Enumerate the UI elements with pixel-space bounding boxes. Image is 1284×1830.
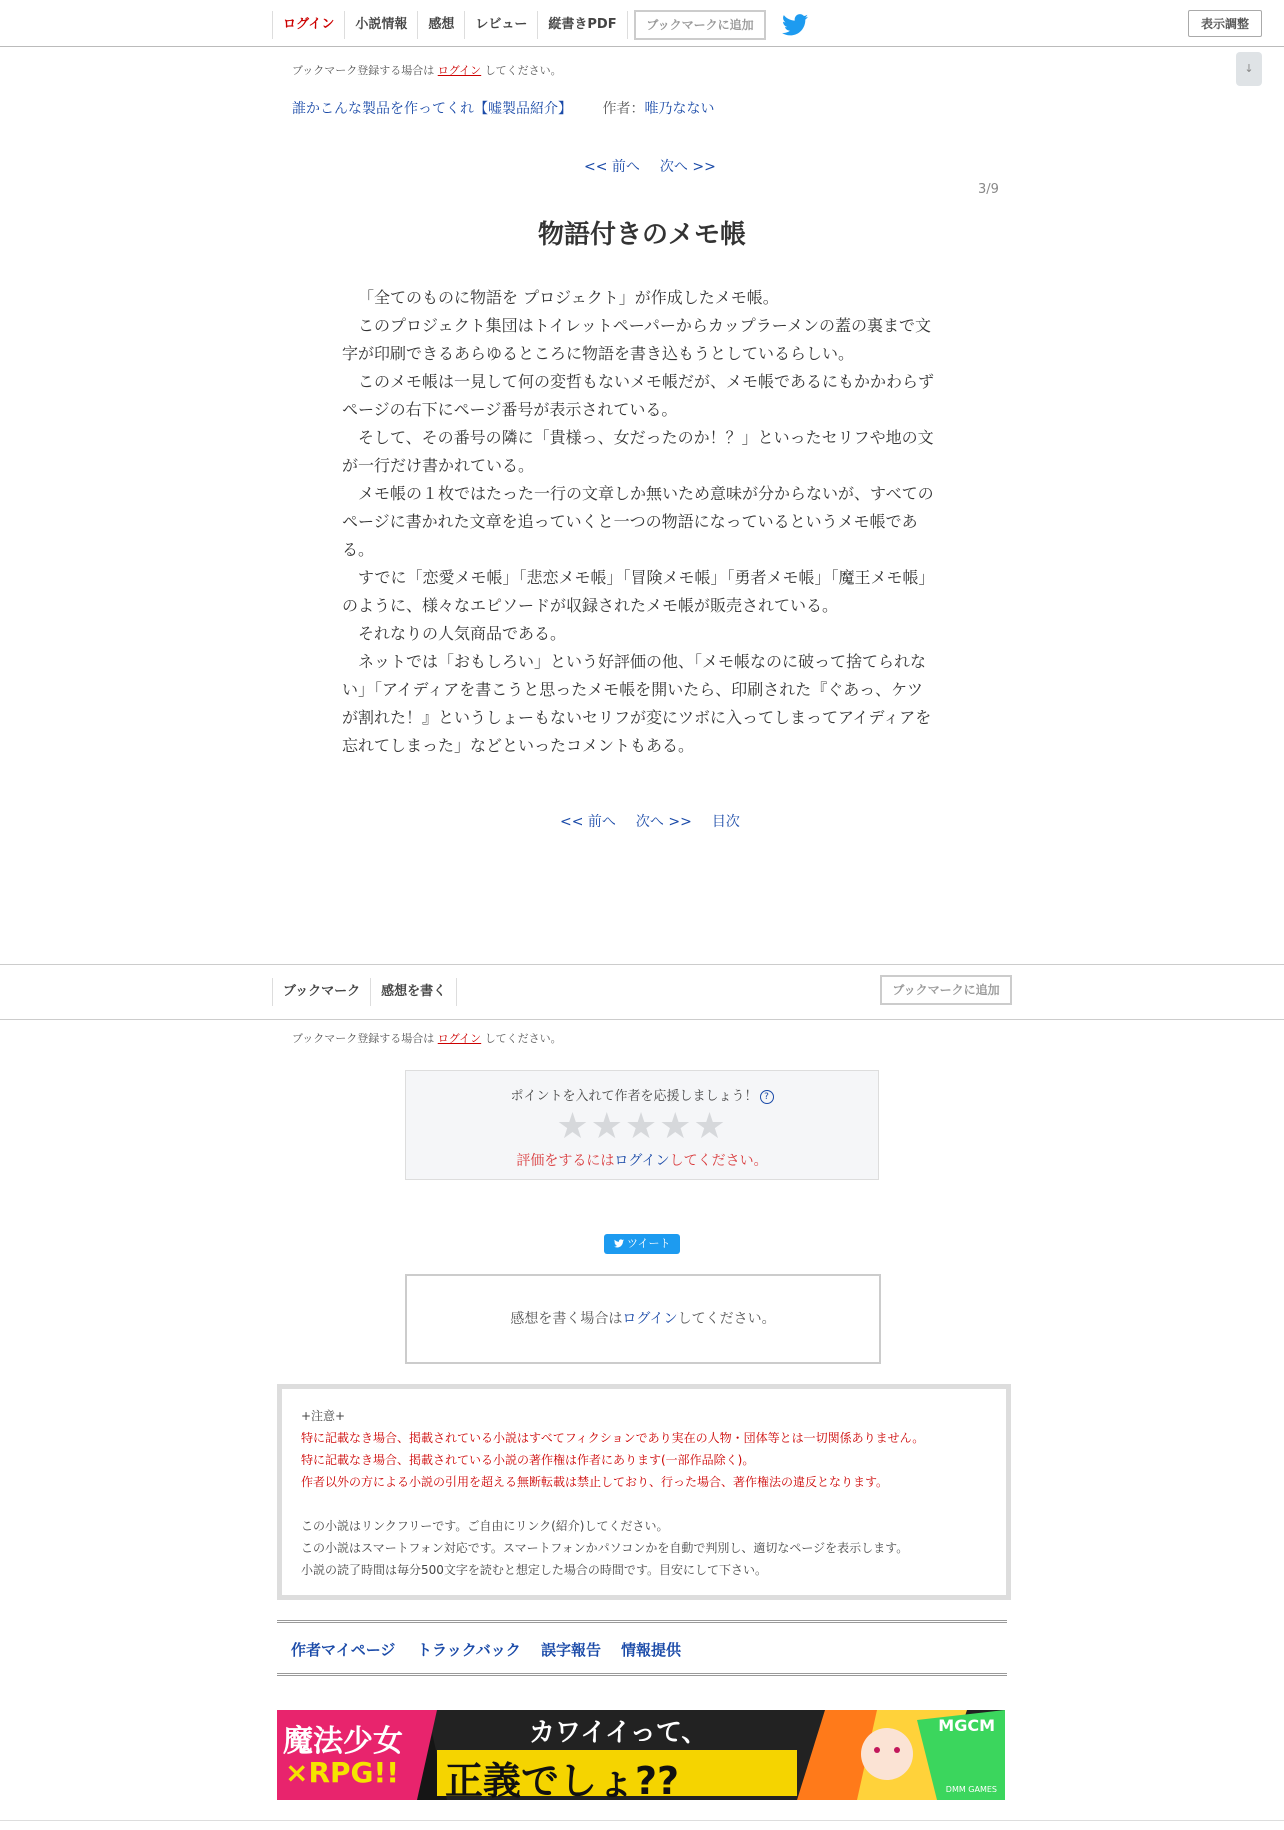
twitter-icon [614, 1239, 624, 1248]
body-paragraph: このメモ帳は一見して何の変哲もないメモ帳だが、メモ帳であるにもかかわらずページの右下にページ番号が表示されている。 [342, 372, 935, 419]
prev-link[interactable]: << 前へ [584, 159, 640, 175]
footer-links [277, 1620, 1007, 1676]
banner-text-2: ×RPG!! [285, 1756, 400, 1789]
author-mypage-link[interactable]: 作者マイページ [291, 1641, 396, 1659]
body-paragraph: ネットでは「おもしろい」という好評価の他、「メモ帳なのに破って捨てられない」「アイディアを書こうと思ったメモ帳を開いたら、印刷された『ぐあっ、ケツが割れた！』というしょーもないセリフが変にツボに入ってしまってアイディアを忘れてしまった」などといったコメントもある。 [342, 652, 932, 755]
notice-line: この小説はスマートフォン対応です。スマートフォンかパソコンかを自動で判別し、適切なページを表示します。 [301, 1541, 909, 1555]
nav-novel-info[interactable]: 小説情報 [344, 11, 417, 39]
notice-box [277, 1384, 1011, 1600]
ad-banner[interactable] [277, 1710, 1005, 1800]
typo-report-link[interactable]: 誤字報告 [541, 1641, 602, 1659]
tweet-button[interactable]: ツイート [604, 1234, 680, 1254]
chapter-title: 物語付きのメモ帳 [537, 220, 746, 250]
rating-login-note: 評価をするにはログインしてください。 [516, 1153, 768, 1169]
author-link[interactable]: 唯乃なない [644, 101, 715, 117]
body-paragraph: メモ帳の１枚ではたった一行の文章しか無いため意味が分からないが、すべてのページに書かれた文章を追っていくと一つの物語になっているというメモ帳である。 [342, 484, 934, 559]
nav-impressions[interactable]: 感想 [417, 11, 464, 39]
banner-publisher: DMM GAMES [945, 1785, 997, 1794]
author-info: 作者：唯乃なない [602, 101, 715, 117]
prev-link[interactable]: << 前へ [560, 814, 616, 830]
top-nav-bar [0, 0, 1284, 47]
notice-line: 作者以外の方による小説の引用を超える無断転載は禁止しており、行った場合、著作権法の違反となります。 [301, 1475, 889, 1489]
chapter-body [342, 284, 936, 760]
novel-title-link[interactable]: 誰かこんな製品を作ってくれ【嘘製品紹介】 [292, 101, 572, 117]
notice-line: 小説の読了時間は毎分500文字を読むと想定した場合の時間です。目安にして下さい。 [301, 1563, 767, 1577]
top-nav [272, 10, 628, 40]
nav-write-impression[interactable]: 感想を書く [370, 978, 457, 1006]
bottom-nav-bar [0, 964, 1284, 1020]
banner-text-1: 魔法少女 [283, 1724, 403, 1759]
pager-bottom [550, 811, 750, 831]
comment-box: 感想を書く場合はログインしてください。 [405, 1274, 881, 1364]
body-paragraph: このプロジェクト集団はトイレットペーパーからカップラーメンの蓋の裏まで文字が印刷できるあらゆるところに物語を書き込もうとしているらしい。 [342, 316, 931, 363]
banner-text-3: カワイイって、 [529, 1718, 708, 1748]
notice-line: 特に記載なき場合、掲載されている小説はすべてフィクションであり実在の人物・団体等とは一切関係ありません。 [301, 1431, 925, 1445]
banner-logo: MGCM [938, 1716, 995, 1735]
next-link[interactable]: 次へ >> [659, 159, 716, 175]
body-paragraph: 「全てのものに物語を プロジェクト」が作成したメモ帳。 [358, 288, 779, 307]
nav-review[interactable]: レビュー [464, 11, 537, 39]
info-provide-link[interactable]: 情報提供 [621, 1641, 682, 1659]
nav-vertical-pdf[interactable]: 縦書きPDF [537, 11, 627, 39]
notice-line: この小説はリンクフリーです。ご自由にリンク(紹介)してください。 [301, 1519, 669, 1533]
bookmark-login-note-bottom: ブックマーク登録する場合は ログイン してください。 [292, 1032, 562, 1045]
body-paragraph: そして、その番号の隣に「貴様っ、女だったのか！？」といったセリフや地の文が一行だけ書かれている。 [342, 428, 934, 475]
notice-heading: +注意+ [301, 1409, 346, 1423]
rating-box [405, 1070, 879, 1180]
next-link[interactable]: 次へ >> [635, 814, 692, 830]
bottom-nav [272, 977, 457, 1007]
novel-title-line [292, 98, 714, 118]
scroll-down-button[interactable]: ↓ [1236, 52, 1262, 86]
bookmark-login-link[interactable]: ログイン [437, 64, 482, 77]
body-paragraph: それなりの人気商品である。 [358, 624, 567, 643]
help-icon[interactable]: ? [760, 1090, 774, 1104]
nav-bookmark[interactable]: ブックマーク [272, 978, 370, 1006]
trackback-link[interactable]: トラックバック [417, 1641, 521, 1659]
display-adjust-button[interactable]: 表示調整 [1188, 10, 1262, 37]
rating-prompt: ポイントを入れて作者を応援しましょう！ ? [406, 1085, 878, 1104]
bookmark-login-link[interactable]: ログイン [437, 1032, 482, 1045]
bookmark-add-button-bottom[interactable]: ブックマークに追加 [880, 975, 1012, 1005]
body-paragraph: すでに「恋愛メモ帳」「悲恋メモ帳」「冒険メモ帳」「勇者メモ帳」「魔王メモ帳」のように、様々なエピソードが収録されたメモ帳が販売されている。 [342, 568, 935, 615]
bookmark-add-button[interactable]: ブックマークに追加 [634, 10, 766, 40]
footer-divider [0, 1820, 1284, 1821]
toc-link[interactable]: 目次 [711, 814, 740, 830]
bookmark-login-note: ブックマーク登録する場合は ログイン してください。 [292, 64, 562, 77]
twitter-icon[interactable] [782, 14, 808, 36]
banner-text-4: 正義でしょ?? [445, 1759, 680, 1800]
nav-login[interactable]: ログイン [272, 11, 344, 39]
rating-stars[interactable]: ★★★★★ [556, 1106, 728, 1147]
page-number: 3/9 [978, 182, 999, 197]
comment-login-link[interactable]: ログイン [622, 1311, 678, 1327]
pager-top [574, 156, 726, 176]
rating-login-link[interactable]: ログイン [614, 1153, 670, 1169]
notice-line: 特に記載なき場合、掲載されている小説の著作権は作者にあります(一部作品除く)。 [301, 1453, 755, 1467]
